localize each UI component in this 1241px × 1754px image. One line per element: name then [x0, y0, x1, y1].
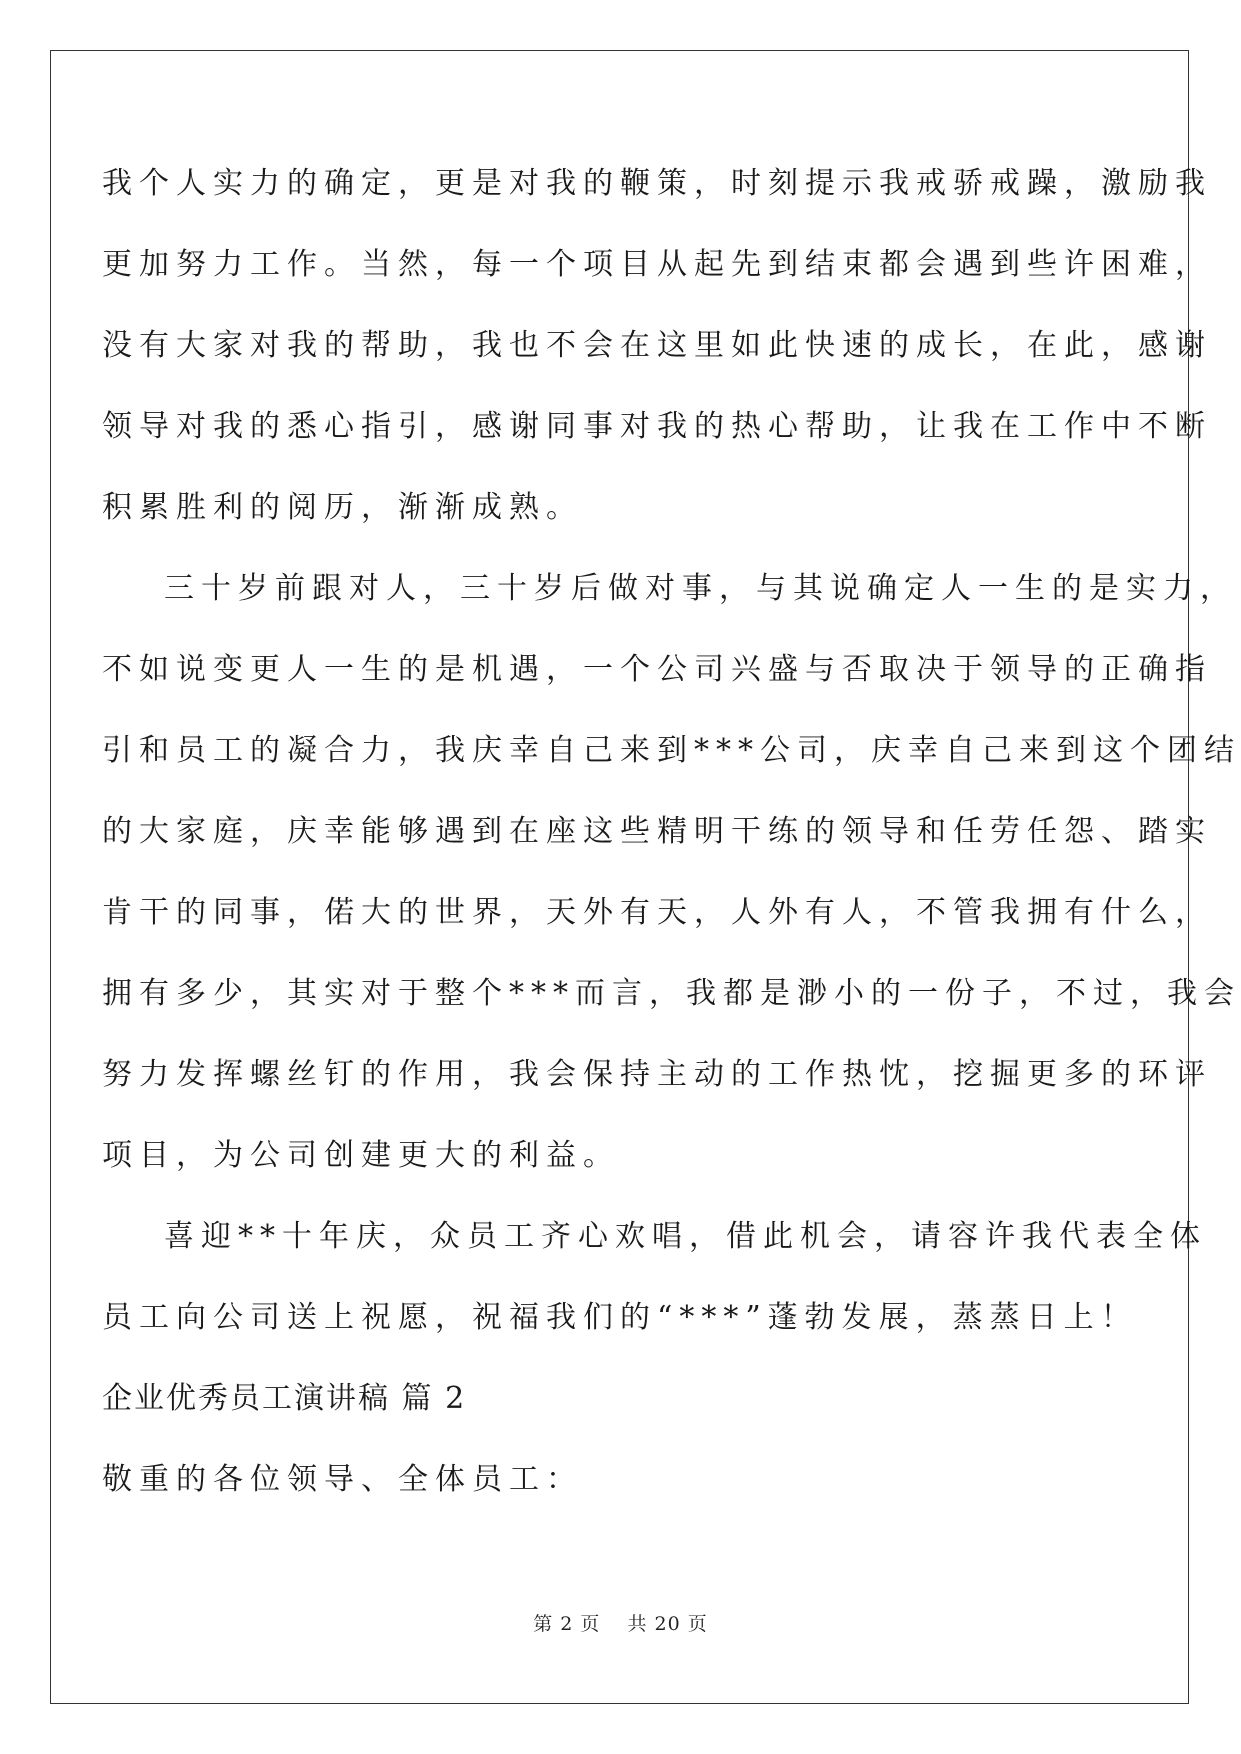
text-line: 没有大家对我的帮助，我也不会在这里如此快速的成长，在此，感谢 — [102, 328, 1212, 363]
text-line: 不如说变更人一生的是机遇，一个公司兴盛与否取决于领导的正确指 — [102, 652, 1212, 687]
text-line: 领导对我的悉心指引，感谢同事对我的热心帮助，让我在工作中不断 — [102, 409, 1212, 444]
text-line: 项目，为公司创建更大的利益。 — [102, 1138, 620, 1173]
paragraph-start-line: 三十岁前跟对人，三十岁后做对事，与其说确定人一生的是实力， — [164, 571, 1237, 606]
text-line: 员工向公司送上祝愿，祝福我们的“***”蓬勃发展，蒸蒸日上！ — [102, 1300, 1138, 1335]
text-line: 更加努力工作。当然，每一个项目从起先到结束都会遇到些许困难， — [102, 247, 1212, 282]
section-heading: 企业优秀员工演讲稿 篇 2 — [102, 1381, 467, 1416]
text-line: 的大家庭，庆幸能够遇到在座这些精明干练的领导和任劳任怨、踏实 — [102, 814, 1212, 849]
text-line: 努力发挥螺丝钉的作用，我会保持主动的工作热忱，挖掘更多的环评 — [102, 1057, 1212, 1092]
page-number: 第 2 页 — [533, 1613, 601, 1635]
text-line: 我个人实力的确定，更是对我的鞭策，时刻提示我戒骄戒躁，激励我 — [102, 166, 1212, 201]
text-line: 肯干的同事，偌大的世界，天外有天，人外有人，不管我拥有什么， — [102, 895, 1212, 930]
salutation-line: 敬重的各位领导、全体员工： — [102, 1462, 583, 1497]
text-line: 拥有多少，其实对于整个***而言，我都是渺小的一份子，不过，我会 — [102, 976, 1241, 1011]
page-total: 共 20 页 — [627, 1613, 708, 1635]
text-line: 引和员工的凝合力，我庆幸自己来到***公司，庆幸自己来到这个团结 — [102, 733, 1241, 768]
paragraph-start-line: 喜迎**十年庆，众员工齐心欢唱，借此机会，请容许我代表全体 — [164, 1219, 1207, 1254]
text-line: 积累胜利的阅历，渐渐成熟。 — [102, 490, 583, 525]
document-body — [102, 163, 1241, 1540]
page-footer — [0, 1609, 1241, 1636]
